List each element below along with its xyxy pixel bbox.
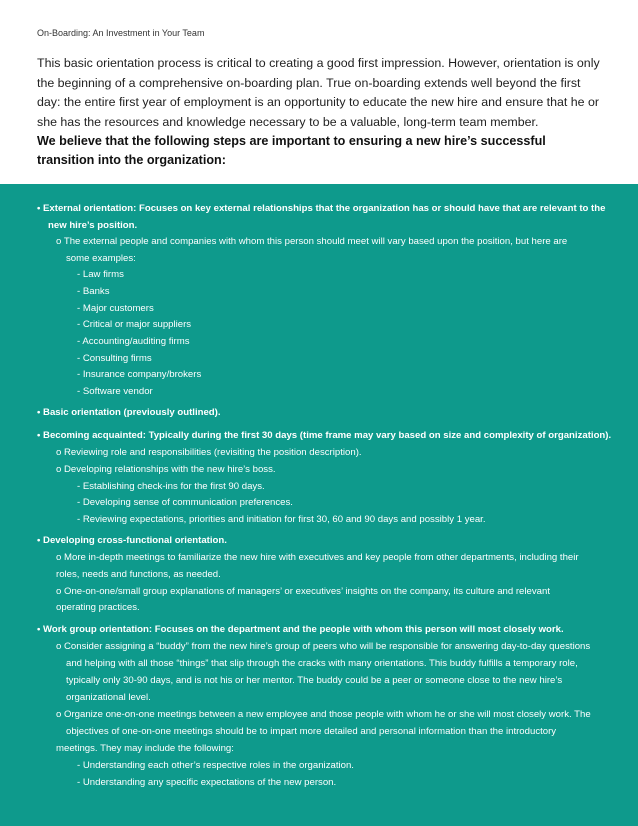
list-item: objectives of one-on-one meetings should be to impart more detailed and personal information than the introductory <box>66 726 557 737</box>
list-item: roles, needs and functions, as needed. <box>56 569 221 580</box>
list-item: - Understanding any specific expectations of the new person. <box>77 777 337 788</box>
list-item: o The external people and companies with whom this person should meet will vary based upon the position, but here are <box>56 236 568 247</box>
list-item: - Accounting/auditing firms <box>77 336 190 347</box>
list-item: operating practices. <box>56 602 140 613</box>
list-item: - Insurance company/brokers <box>77 369 202 380</box>
list-item: o Consider assigning a “buddy” from the new hire’s group of peers who will be responsible for answering day-to-day questions <box>56 641 591 652</box>
list-item: o One-on-one/small group explanations of managers’ or executives’ insights on the company, its culture and relevant <box>56 586 550 597</box>
list-item: and helping with all those “things” that slip through the cracks with many orientations. This buddy fulfills a temporary role, <box>66 658 578 669</box>
step-external-orientation: • External orientation: Focuses on key external relationships that the organization has or should have that are relevant to the <box>37 203 606 214</box>
step-becoming-acquainted: • Becoming acquainted: Typically during the first 30 days (time frame may vary based on size and complexity of organization). <box>37 430 612 441</box>
page-header: On-Boarding: An Investment in Your Team <box>37 28 205 38</box>
intro-paragraph: This basic orientation process is critical to creating a good first impression. However, orientation is only the beginning of a comprehensive on-boarding plan. True on-boarding extends well beyond the first day: the entire first year of employment is an opportunity to educate the new hire and ensure that he or she has the resources and knowledge necessary to be a valuable, long-term team member. <box>37 56 600 129</box>
list-item: some examples: <box>66 253 136 264</box>
steps-panel <box>0 184 638 826</box>
list-item: - Establishing check-ins for the first 90 days. <box>77 481 265 492</box>
list-item: o Organize one-on-one meetings between a new employee and those people with whom he or she will most closely work. The <box>56 709 591 720</box>
list-item: - Consulting firms <box>77 353 152 364</box>
step-basic-orientation: • Basic orientation (previously outlined). <box>37 407 221 418</box>
list-item: typically only 30-90 days, and is not his or her mentor. The buddy could be a peer or someone close to the new hire’s <box>66 675 563 686</box>
list-item: organizational level. <box>66 692 151 703</box>
list-item: - Software vendor <box>77 386 153 397</box>
list-item: o Developing relationships with the new hire’s boss. <box>56 464 276 475</box>
step-work-group-orientation: • Work group orientation: Focuses on the department and the people with whom this person will most closely work. <box>37 624 564 635</box>
list-item: - Developing sense of communication preferences. <box>77 497 293 508</box>
list-item: - Banks <box>77 286 110 297</box>
list-item: - Major customers <box>77 303 154 314</box>
lead-statement: We believe that the following steps are important to ensuring a new hire’s successful transition into the organization: <box>37 134 546 167</box>
list-item: meetings. They may include the following: <box>56 743 234 754</box>
list-item: o More in-depth meetings to familiarize the new hire with executives and key people from other departments, including their <box>56 552 579 563</box>
list-item: - Understanding each other’s respective roles in the organization. <box>77 760 354 771</box>
step-external-orientation-cont: new hire’s position. <box>48 220 138 231</box>
list-item: - Law firms <box>77 269 124 280</box>
list-item: o Reviewing role and responsibilities (revisiting the position description). <box>56 447 362 458</box>
list-item: - Critical or major suppliers <box>77 319 192 330</box>
step-cross-functional: • Developing cross-functional orientation. <box>37 535 227 546</box>
list-item: - Reviewing expectations, priorities and initiation for first 30, 60 and 90 days and possibly 1 year. <box>77 514 486 525</box>
